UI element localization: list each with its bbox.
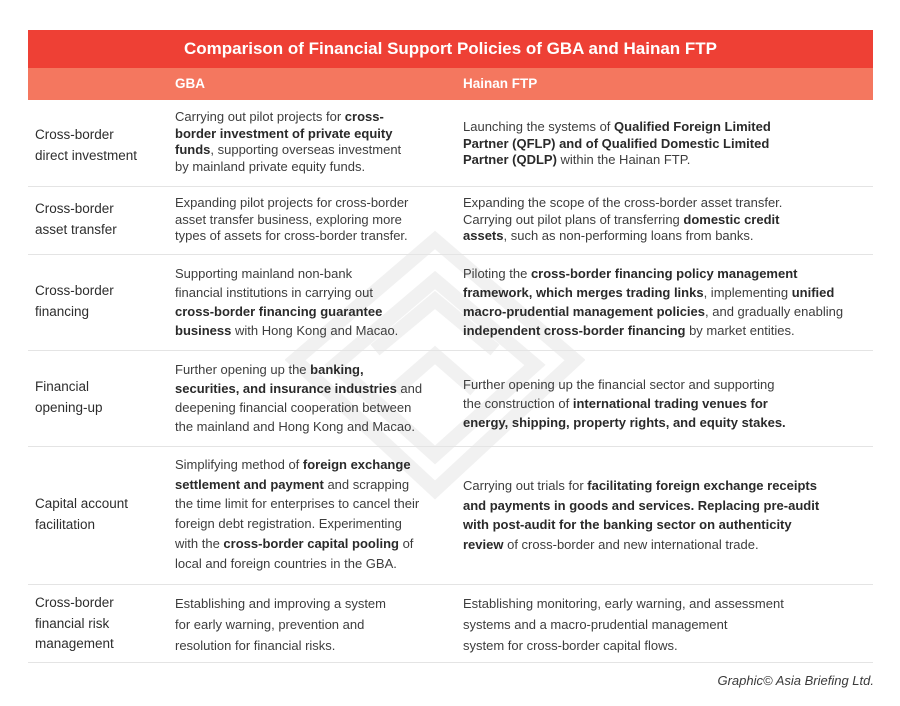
text: , and gradually enabling [705, 304, 844, 319]
table-row-capital-account [28, 446, 873, 585]
gba-cell-line [175, 475, 450, 495]
gba-cell [175, 109, 450, 175]
text: systems and a macro-prudential management [463, 616, 728, 632]
hainan-cell-line [463, 195, 863, 212]
table-row-financing [28, 254, 873, 351]
table-row-risk-management [28, 584, 873, 663]
bold-text: foreign exchange [302, 457, 411, 472]
bold-text: securities, and insurance industries [175, 381, 397, 396]
gba-cell-line [175, 109, 450, 126]
table-row-asset-transfer [28, 186, 873, 255]
gba-cell [175, 594, 450, 656]
row-label-line: asset transfer [35, 221, 117, 237]
table-title: Comparison of Financial Support Policies of GBA and Hainan FTP [28, 30, 873, 68]
text: Expanding the scope of the cross-border asset transfer. [463, 195, 783, 210]
gba-cell [175, 455, 450, 573]
hainan-cell-line [463, 615, 863, 636]
text: local and foreign countries in the GBA. [175, 555, 397, 571]
text: of [398, 535, 414, 551]
text: Carrying out pilot projects for [175, 109, 345, 124]
row-label-line: Financial [35, 379, 90, 394]
hainan-cell-line [463, 228, 863, 245]
row-label [35, 199, 160, 240]
text: resolution for financial risks. [175, 637, 336, 653]
row-label-line: financial risk [35, 615, 110, 631]
gba-cell-line [175, 379, 450, 398]
bold-text: border investment of private equity [175, 125, 393, 141]
row-label-line: opening-up [35, 399, 103, 415]
bold-text: funds [175, 142, 211, 157]
text: with the [175, 535, 224, 551]
row-label [35, 593, 160, 655]
text: by mainland private equity funds. [175, 158, 366, 174]
hainan-cell-line [463, 283, 863, 302]
bold-text: domestic credit [683, 211, 780, 227]
gba-cell-line [175, 360, 450, 379]
bold-text: cross-border capital pooling [223, 535, 399, 551]
gba-cell-line [175, 417, 450, 436]
gba-cell-line [175, 228, 450, 245]
gba-cell-line [175, 514, 450, 534]
gba-cell-line [175, 554, 450, 574]
text: deepening financial cooperation between [175, 400, 412, 415]
gba-cell-line [175, 126, 450, 143]
gba-cell-line [175, 636, 450, 657]
bold-text: assets [463, 228, 504, 243]
text: Piloting the [463, 266, 531, 281]
row-label-line: financing [35, 303, 90, 319]
gba-cell-line [175, 615, 450, 636]
row-label-line: facilitation [35, 516, 96, 532]
text: , such as non-performing loans from banks. [503, 228, 754, 243]
row-label [35, 281, 160, 322]
bold-text: and payments in goods and services. Replacing pre-audit [463, 497, 820, 513]
text: the construction of [463, 396, 573, 411]
column-header-hainan: Hainan FTP [463, 76, 538, 91]
gba-cell [175, 264, 450, 340]
text: the mainland and Hong Kong and Macao. [175, 419, 415, 434]
gba-cell-line [175, 494, 450, 514]
text: with Hong Kong and Macao. [231, 323, 399, 338]
hainan-cell-line [463, 394, 863, 413]
bold-text: settlement and payment [175, 476, 324, 492]
hainan-cell-line [463, 636, 863, 657]
row-label-line: Cross-border [35, 201, 114, 216]
hainan-cell-line [463, 413, 863, 432]
text: foreign debt registration. Experimenting [175, 516, 402, 532]
text: types of assets for cross-border transfer. [175, 228, 408, 243]
bold-text: banking, [310, 362, 364, 377]
bold-text: with post-audit for the banking sector on authenticity [463, 517, 792, 533]
hainan-cell [463, 264, 863, 340]
gba-cell-line [175, 594, 450, 615]
gba-cell-line [175, 142, 450, 159]
hainan-cell [463, 195, 863, 245]
bold-text: cross-border financing policy management [530, 266, 798, 281]
hainan-cell-line [463, 321, 863, 340]
gba-cell-line [175, 398, 450, 417]
hainan-cell-line [463, 264, 863, 283]
row-label-line: management [35, 636, 114, 651]
gba-cell [175, 360, 450, 436]
text: for early warning, prevention and [175, 616, 365, 632]
table-header [28, 68, 873, 100]
bold-text: business [175, 323, 232, 338]
bold-text: cross-border financing guarantee [175, 304, 383, 319]
text: Supporting mainland non-bank [175, 266, 353, 281]
text: , implementing [703, 285, 792, 300]
hainan-cell-line [463, 119, 863, 136]
bold-text: international trading venues for [572, 396, 768, 411]
row-label [35, 377, 160, 418]
text: Carrying out trials for [463, 478, 588, 493]
table-row-direct-investment [28, 100, 873, 187]
table-row-opening-up [28, 350, 873, 447]
hainan-cell [463, 119, 863, 169]
row-label-line: direct investment [35, 147, 138, 163]
bold-text: unified [791, 285, 835, 300]
column-header-gba: GBA [175, 76, 205, 91]
text: of cross-border and new international trade. [503, 537, 759, 553]
row-label-line: Capital account [35, 496, 129, 511]
hainan-cell-line [463, 515, 863, 535]
text: asset transfer business, exploring more [175, 211, 402, 227]
text: the time limit for enterprises to cancel their [175, 496, 420, 512]
bold-text: Qualified Foreign Limited [614, 119, 771, 134]
bold-text: Partner (QFLP) and of Qualified Domestic Limited [463, 135, 770, 151]
bold-text: independent cross-border financing [463, 323, 686, 338]
gba-cell-line [175, 283, 450, 302]
text: system for cross-border capital flows. [463, 637, 678, 653]
text: within the Hainan FTP. [556, 152, 691, 167]
bold-text: macro-prudential management policies [463, 304, 706, 319]
hainan-cell-line [463, 375, 863, 394]
row-label [35, 494, 160, 535]
gba-cell-line [175, 264, 450, 283]
text: by market entities. [685, 323, 795, 338]
bold-text: review [463, 537, 504, 553]
gba-cell-line [175, 455, 450, 475]
gba-cell-line [175, 212, 450, 229]
row-label-line: Cross-border [35, 283, 114, 298]
row-label-line: Cross-border [35, 595, 114, 610]
gba-cell-line [175, 321, 450, 340]
bold-text: Partner (QDLP) [463, 152, 557, 167]
text: Carrying out pilot plans of transferring [463, 211, 684, 227]
gba-cell-line [175, 534, 450, 554]
row-label-line: Cross-border [35, 127, 114, 142]
gba-cell-line [175, 159, 450, 176]
text: , supporting overseas investment [210, 142, 402, 157]
text: Launching the systems of [463, 119, 615, 134]
text: Establishing and improving a system [175, 596, 386, 611]
hainan-cell-line [463, 476, 863, 496]
hainan-cell-line [463, 594, 863, 615]
hainan-cell-line [463, 136, 863, 153]
hainan-cell [463, 594, 863, 656]
text: Expanding pilot projects for cross-border [175, 195, 409, 210]
text: and [396, 381, 423, 396]
bold-text: facilitating foreign exchange receipts [587, 478, 817, 493]
hainan-cell-line [463, 535, 863, 555]
gba-cell-line [175, 195, 450, 212]
text: Establishing monitoring, early warning, and assessment [463, 596, 784, 611]
hainan-cell-line [463, 496, 863, 516]
hainan-cell-line [463, 212, 863, 229]
text: Further opening up the financial sector and supporting [463, 377, 775, 392]
bold-text: cross- [344, 109, 384, 124]
bold-text: framework, which merges trading links [463, 285, 704, 300]
text: financial institutions in carrying out [175, 285, 373, 300]
text: Simplifying method of [175, 457, 303, 472]
hainan-cell [463, 375, 863, 432]
hainan-cell-line [463, 152, 863, 169]
bold-text: energy, shipping, property rights, and equity stakes. [463, 415, 786, 430]
gba-cell [175, 195, 450, 245]
hainan-cell-line [463, 302, 863, 321]
hainan-cell [463, 476, 863, 555]
graphic-credit: Graphic© Asia Briefing Ltd. [717, 673, 874, 688]
text: and scrapping [323, 476, 410, 492]
gba-cell-line [175, 302, 450, 321]
text: Further opening up the [175, 362, 311, 377]
row-label [35, 125, 160, 166]
